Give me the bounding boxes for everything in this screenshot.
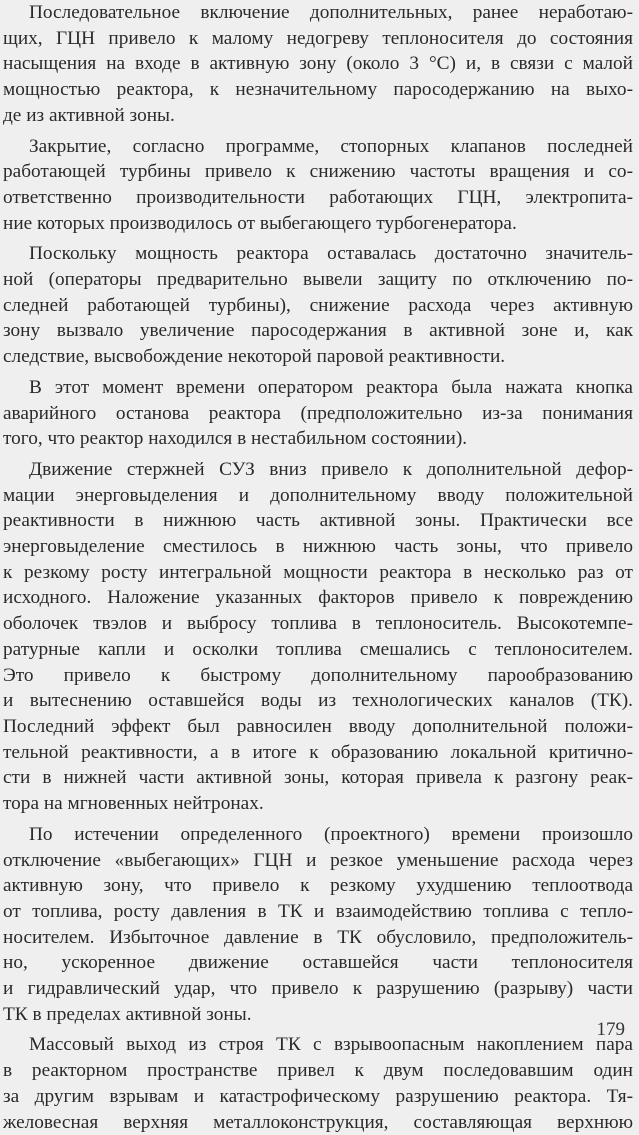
- text-line: и вытеснению оставшейся воды из технологических каналов (ТК).: [3, 690, 633, 712]
- text-line: реактивности в нижнюю часть активной зоны. Практически все: [3, 510, 633, 532]
- text-line: По истечении определенного (проектного) времени произошло: [29, 823, 633, 845]
- text-line: тора на мгновенных нейтронах.: [3, 793, 264, 815]
- text-line: но, ускоренное движение оставшейся части теплоносителя: [3, 952, 633, 974]
- text-line: де из активной зоны.: [3, 104, 175, 126]
- text-line: Последовательное включение дополнительных, ранее неработаю-: [29, 2, 633, 23]
- text-line: работающей турбины привело к снижению частоты вращения и со-: [3, 161, 633, 183]
- paragraph: [3, 375, 633, 452]
- text-line: Закрытие, согласно программе, стопорных клапанов последней: [29, 135, 633, 157]
- text-line: Последний эффект был равносилен вводу дополнительной положи-: [3, 715, 633, 737]
- text-line: следствие, высвобождение некоторой паровой реактивности.: [3, 346, 506, 368]
- text-line: исходного. Наложение указанных факторов привело к повреждению: [3, 587, 633, 609]
- body-text: [3, 0, 633, 1135]
- text-line: сти в нижней части активной зоны, которая привела к разгону реак-: [3, 767, 633, 789]
- text-line: следней работающей турбины), снижение расхода через активную: [3, 294, 633, 316]
- text-line: аварийного останова реактора (предположительно из-за понимания: [3, 402, 633, 424]
- text-line: от топлива, росту давления в ТК и взаимодействию топлива с тепло-: [3, 900, 633, 922]
- text-line: за другим взрывам и катастрофическому разрушению реактора. Тя-: [3, 1085, 633, 1107]
- text-line: щих, ГЦН привело к малому недогреву теплоносителя до состояния: [3, 27, 633, 49]
- text-line: мации энерговыделения и дополнительному вводу положительной: [3, 484, 633, 506]
- text-line: в реакторном пространстве привел к двум последовавшим один: [3, 1060, 633, 1082]
- text-line: желовесная верхняя металлоконструкция, составляющая верхнюю: [3, 1111, 633, 1133]
- text-line: насыщения на входе в активную зону (около 3 °С) и, в связи с малой: [3, 53, 633, 75]
- text-line: к резкому росту интегральной мощности реактора в несколько раз от: [3, 561, 633, 583]
- paragraph: [3, 241, 633, 370]
- text-line: ной (операторы предварительно вывели защиту по отключению по-: [3, 269, 633, 291]
- text-line: зону вызвало увеличение паросодержания в активной зоне и, как: [3, 320, 633, 342]
- text-line: ТК в пределах активной зоны.: [3, 1003, 252, 1025]
- text-line: отключение «выбегающих» ГЦН и резкое уменьшение расхода через: [3, 849, 633, 871]
- text-line: Движение стержней СУЗ вниз привело к дополнительной дефор-: [29, 458, 633, 480]
- text-line: того, что реактор находился в нестабильном состоянии).: [3, 428, 468, 450]
- text-line: Поскольку мощность реактора оставалась достаточно значитель-: [29, 243, 633, 265]
- paragraph: [3, 134, 633, 237]
- text-line: ответственно производительности работающих ГЦН, электропита-: [3, 186, 633, 208]
- text-line: Это привело к быстрому дополнительному парообразованию: [3, 664, 633, 686]
- text-line: оболочек твэлов и выбросу топлива в теплоноситель. Высокотемпе-: [3, 613, 633, 635]
- text-line: В этот момент времени оператором реактора была нажата кнопка: [29, 376, 633, 398]
- text-line: Массовый выход из строя ТК с взрывоопасным накоплением пара: [29, 1034, 633, 1056]
- text-line: носителем. Избыточное давление в ТК обусловило, предположитель-: [3, 926, 633, 948]
- page-number: 179: [596, 1019, 625, 1040]
- text-line: энерговыделение сместилось в нижнюю часть зоны, что привело: [3, 536, 633, 558]
- text-line: ратурные капли и осколки топлива смешались с теплоносителем.: [3, 638, 633, 660]
- paragraph: [3, 1032, 633, 1135]
- paragraph: [3, 822, 633, 1028]
- paragraph: [3, 457, 633, 817]
- text-line: и гидравлический удар, что привело к разрушению (разрыву) части: [3, 978, 633, 1000]
- text-line: активную зону, что привело к резкому ухудшению теплоотвода: [3, 875, 633, 897]
- text-line: ние которых производилось от выбегающего турбогенератора.: [3, 212, 517, 234]
- text-line: мощностью реактора, к незначительному паросодержанию на выхо-: [3, 79, 633, 101]
- text-line: тельной реактивности, а в итоге к образованию локальной критично-: [3, 741, 633, 763]
- paragraph: [3, 0, 633, 129]
